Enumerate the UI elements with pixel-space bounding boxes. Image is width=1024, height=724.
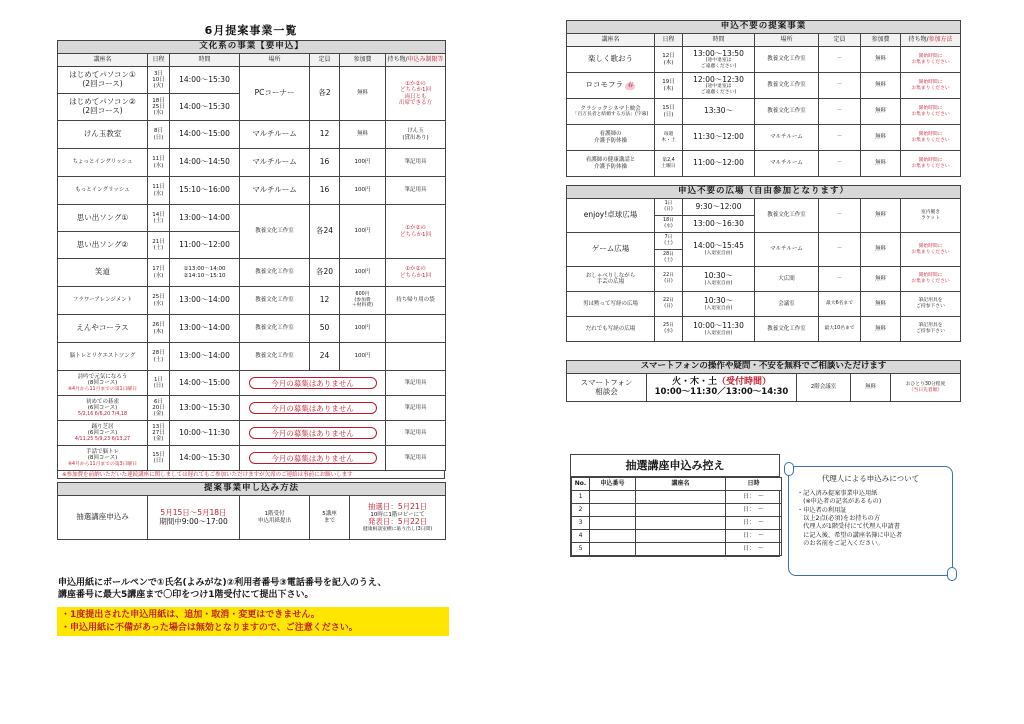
culture-section-header: 文化系の事業【要申込】 <box>58 41 446 54</box>
smart-section-header: スマートフォンの操作や疑問・不安を無料でご相談いただけます <box>567 361 961 374</box>
fee-note: ※参加費を前納いただいた連続講座に関しましては遅れてもご参加いただけますが欠席のご連絡は事前にお願いします <box>57 471 445 479</box>
table-row: 脳トレとリクエストソング 28日 (土) 13:00～14:00 教養文化工作室 24 100円 <box>58 343 446 371</box>
lottery-receipt: 抽選講座申込み控え No. 申込番号 講座名 日時 1 日： ～ 2 日： ～ 3 日： ～ 4 日： ～ 5 日： ～ <box>570 454 780 557</box>
table-row: 踊り芝居 (6回コース) 4/11,25 5/9,23 6/13,27 13日 27日 (金) 10:00～11:30 今月の募集はありません 筆記用具 <box>58 421 446 446</box>
proxy-text: ・記入済み提案事業申込用紙 (※申込者の記名があるもの) ・申込者の利用証 以上2点(必須)をお持ちの方 代理人が1階受付にて代理人申請書 に記入後、希望の講座名簿に申込者 のお名前をご記入ください。 <box>797 490 903 548</box>
table-row: はじめてパソコン② (2回コース) 18日 25日 (水) 14:00～15:30 <box>58 94 446 121</box>
table-row: enjoy!卓球広場 1日 (日) 9:30～12:00 教養文化工作室 － 無料 室内履き ラケット <box>567 199 961 216</box>
apply-section-header: 提案事業申し込み方法 <box>58 483 446 496</box>
col-name: 講座名 <box>58 54 148 67</box>
left-page <box>57 22 445 636</box>
nosb-section-header: 申込不要の提案事業 <box>567 21 961 34</box>
hiroba-section-header: 申込不要の広場（自由参加となります） <box>567 186 961 199</box>
table-row: はじめてパソコン① (2回コース) 3日 10日 (火) 14:00～15:30 PCコーナー 各2 無料 ①か②の どちらか1回 両日とも 出席できる方 <box>58 67 446 94</box>
col-cap: 定員 <box>310 54 340 67</box>
table-row: クラシックシネマ上映会 「百万長者と結婚する方法」(字幕) 15日 (日) 13:30～ 教養文化工作室 － 無料 開始時間に お集まりください <box>567 99 961 125</box>
lottery-row: 4 日： ～ <box>572 530 782 543</box>
no-recruit-badge: 今月の募集はありません <box>249 377 377 389</box>
table-row: 思い出ソング② 21日 (土) 11:00～12:00 <box>58 232 446 259</box>
right-page <box>566 20 960 402</box>
hiroba-table <box>566 185 961 342</box>
lottery-row: 1 日： ～ <box>572 491 782 504</box>
smartphone-table: スマートフォンの操作や疑問・不安を無料でご相談いただけます スマートフォン 相談会 火・木・土（受付時間） 10:00～11:30／13:00～14:30 2階会議室 無料 おひとり30分程度 （当日先着順） <box>566 360 961 402</box>
lottery-row: 5 日： ～ <box>572 543 782 556</box>
table-row: 初めての碁雀 (6回コース) 5/2,16 6/6,20 7/4,18 6日 20日 (金) 13:00～15:30 今月の募集はありません 筆記用具 <box>58 396 446 421</box>
table-row: 手話で脳トレ (8回コース) ※4月から11月までの第3日曜日 15日 (日) 14:00～15:30 今月の募集はありません 筆記用具 <box>58 446 446 471</box>
culture-table <box>57 40 446 471</box>
table-row: ロコモフラ 春 19日 (木) 12:00～12:30 (途中退室は ご遠慮ください) 教養文化工作室 － 無料 開始時間に お集まりください <box>567 73 961 99</box>
no-signup-table: 申込不要の提案事業 講座名 日程 時間 場所 定員 参加費 持ち物/参加方法 楽しく歌おう 12日 (木) 13:00～13:50 (途中退室は ご遠慮ください) 教養文化工作室 － 無料 開始時間に お集まりください ロコモフラ 春 19日 (木) 12:00～12:30 (途中退室は ご遠慮ください) 教養文化工作室 － 無料 開始時間に お集まりください クラシックシネマ上映会 「百万長者と結婚する方法」(字幕) 15日 (日) 13:30～ 教養文化工作室 － 無料 開始時間に お集まりください 看護師の 介護予防体操 毎週 木・土 11:30～12:00 マルチルーム － 無料 開始時間に お集まりください 看護師の健康講話と 介護予防体操 第2,4 土曜日 11:00～12:00 マルチルーム － 無料 開始時間に お集まりください <box>566 20 961 177</box>
table-row: 笑道 17日 (水) ①13:00～14:00 ②14:10～15:10 教養文化工作室 各20 100円 ①か②の どちらか1回 <box>58 259 446 287</box>
col-note: 持ち物/申込み制限等 <box>386 54 446 67</box>
table-row: おしゃべりしながら 手芸の広場 22日 (日) 10:30～ (入退室自由) 大広間 － 無料 開始時間に お集まりください <box>567 267 961 292</box>
scroll-curl-icon <box>947 567 957 581</box>
col-fee: 参加費 <box>340 54 386 67</box>
lottery-row: 3 日： ～ <box>572 517 782 530</box>
no-recruit-badge: 今月の募集はありません <box>249 402 377 414</box>
table-row: えんやコーラス 26日 (木) 13:00～14:00 教養文化工作室 50 100円 <box>58 315 446 343</box>
table-row: 28日 (土) <box>567 250 961 267</box>
page-title: 6月提案事業一覧 <box>204 24 298 37</box>
table-row: 思い出ソング① 14日 (土) 13:00～14:00 教養文化工作室 各24 100円 ①か②の どちらか1回 <box>58 205 446 232</box>
col-place: 場所 <box>240 54 310 67</box>
table-row: だれでも写経の広場 25日 (水) 10:00～11:30 (入退室自由) 教養文化工作室 最大10名まで 無料 筆記用具を ご持参下さい <box>567 317 961 342</box>
table-row: ゲーム広場 7日 (土) 14:00～15:45 (入退室自由) マルチルーム － 無料 開始時間に お集まりください <box>567 233 961 250</box>
scroll-curl-icon <box>784 462 794 476</box>
warnings: ・1度提出された申込用紙は、追加・取消・変更はできません。 ・申込用紙に不備があった場合は無効となりますので、ご注意ください。 <box>57 607 449 635</box>
table-row: 看護師の健康講話と 介護予防体操 第2,4 土曜日 11:00～12:00 マルチルーム － 無料 開始時間に お集まりください <box>567 151 961 177</box>
table-row: 18日 (水) 13:00～16:30 <box>567 216 961 233</box>
apply-table: 提案事業申し込み方法 抽選講座申込み 5月15日～5月18日 期間中9:00～17:00 1階受付 申込用紙提出 5講座 まで 抽選日：5月21日 10時に1階ロビーにて 発表日：5月22日 健康相談室横に貼り出し(3日間) <box>57 482 446 540</box>
table-row: フラワーアレンジメント 25日 (水) 13:00～14:00 教養文化工作室 12 600円 (参加費 ＋材料費) 持ち帰り用の袋 <box>58 287 446 315</box>
no-recruit-badge: 今月の募集はありません <box>249 427 377 439</box>
col-time: 時間 <box>170 54 240 67</box>
proxy-scroll <box>788 466 953 576</box>
spring-badge: 春 <box>627 82 634 90</box>
table-row: 男は黙って写経の広場 22日 (日) 10:30～ (入退室自由) 会議室 最大6名まで 無料 筆記用具を ご持参下さい <box>567 292 961 317</box>
table-row: もっとイングリッシュ 11日 (水) 15:10～16:00 マルチルーム 16 100円 筆記用具 <box>58 177 446 205</box>
table-row: けん玉教室 8日 (日) 14:00～15:00 マルチルーム 12 無料 けん玉 (貸出あり) <box>58 121 446 149</box>
col-date: 日程 <box>148 54 170 67</box>
table-row: 楽しく歌おう 12日 (木) 13:00～13:50 (途中退室は ご遠慮ください) 教養文化工作室 － 無料 開始時間に お集まりください <box>567 47 961 73</box>
no-recruit-badge: 今月の募集はありません <box>249 452 377 464</box>
table-row: 詩吟で元気になろう (8回コース) ※4月から11月までの第1日曜日 1日 (日) 14:00～15:00 今月の募集はありません 筆記用具 <box>58 371 446 396</box>
lottery-row: 2 日： ～ <box>572 504 782 517</box>
table-row: 看護師の 介護予防体操 毎週 木・土 11:30～12:00 マルチルーム － 無料 開始時間に お集まりください <box>567 125 961 151</box>
table-row: ちょっとイングリッシュ 11日 (水) 14:00～14:50 マルチルーム 16 100円 筆記用具 <box>58 149 446 177</box>
apply-label: 抽選講座申込み <box>58 496 148 540</box>
proxy-title: 代理人による申込みについて <box>821 474 920 483</box>
instructions: 申込用紙にボールペンで①氏名(よみがな)②利用者番号③電話番号を記入のうえ、 講座番号に最大5講座まで〇印をつけ1階受付にて提出下さい。 <box>58 578 387 600</box>
lottery-title: 抽選講座申込み控え <box>571 455 779 477</box>
